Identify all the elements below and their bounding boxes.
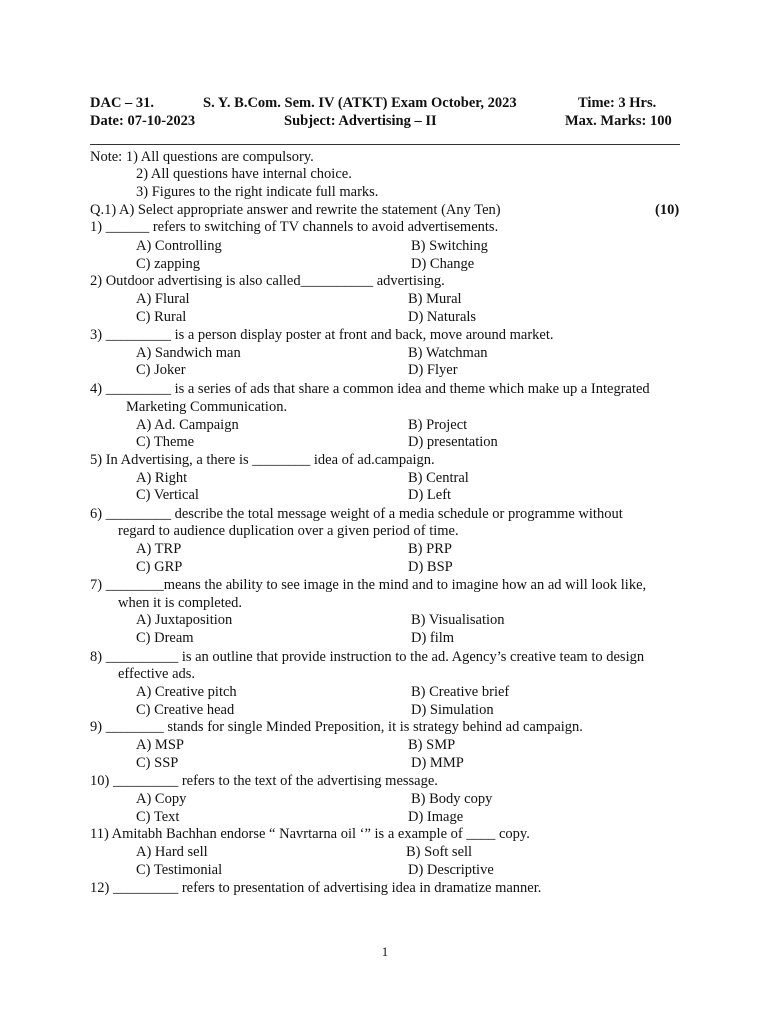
option-a: A) Hard sell (136, 844, 208, 860)
option-d: D) Image (408, 809, 464, 825)
option-b: B) Project (408, 417, 468, 433)
option-b: B) Watchman (408, 345, 488, 361)
option-b: B) Soft sell (406, 844, 473, 860)
exam-subject: Subject: Advertising – II (284, 113, 437, 129)
question-stem-continued: when it is completed. (118, 595, 243, 611)
note-line-2: 2) All questions have internal choice. (136, 166, 352, 182)
option-a: A) Juxtaposition (136, 612, 233, 628)
max-marks: Max. Marks: 100 (565, 113, 672, 129)
section-marks: (10) (655, 202, 680, 218)
header-divider (90, 144, 680, 145)
option-d: D) Left (408, 487, 452, 503)
option-b: B) Body copy (411, 791, 493, 807)
section-title: Q.1) A) Select appropriate answer and rewrite the statement (Any Ten) (90, 202, 501, 218)
option-d: D) Descriptive (408, 862, 494, 878)
option-a: A) Controlling (136, 238, 222, 254)
question-stem: 9) ________ stands for single Minded Preposition, it is strategy behind ad campaign. (90, 719, 583, 735)
question-stem-continued: Marketing Communication. (126, 399, 288, 415)
question-stem: 4) _________ is a series of ads that share a common idea and theme which make up a Integrated (90, 381, 650, 397)
option-d: D) film (411, 630, 455, 646)
option-b: B) SMP (408, 737, 456, 753)
question-stem-continued: effective ads. (118, 666, 196, 682)
option-c: C) Vertical (136, 487, 199, 503)
question-stem: 6) _________ describe the total message weight of a media schedule or programme without (90, 506, 623, 522)
option-c: C) zapping (136, 256, 201, 272)
option-c: C) Theme (136, 434, 195, 450)
question-stem: 8) __________ is an outline that provide instruction to the ad. Agency’s creative team to design (90, 649, 645, 665)
option-b: B) Visualisation (411, 612, 505, 628)
option-b: B) Switching (411, 238, 488, 254)
question-stem: 2) Outdoor advertising is also called__________ advertising. (90, 273, 445, 289)
option-d: D) presentation (408, 434, 498, 450)
option-c: C) Text (136, 809, 180, 825)
option-a: A) Creative pitch (136, 684, 237, 700)
option-b: B) PRP (408, 541, 452, 557)
question-stem: 5) In Advertising, a there is ________ idea of ad.campaign. (90, 452, 435, 468)
question-stem: 11) Amitabh Bachhan endorse “ Navrtarna oil ‘” is a example of ____ copy. (90, 826, 530, 842)
question-stem-continued: regard to audience duplication over a given period of time. (118, 523, 459, 539)
option-c: C) Testimonial (136, 862, 223, 878)
option-c: C) SSP (136, 755, 179, 771)
option-d: D) MMP (411, 755, 464, 771)
option-b: B) Mural (408, 291, 462, 307)
note-line-3: 3) Figures to the right indicate full marks. (136, 184, 379, 200)
question-stem: 10) _________ refers to the text of the advertising message. (90, 773, 438, 789)
option-a: A) Copy (136, 791, 187, 807)
option-d: D) BSP (408, 559, 453, 575)
exam-title: S. Y. B.Com. Sem. IV (ATKT) Exam October, 2023 (203, 95, 517, 111)
option-d: D) Flyer (408, 362, 458, 378)
note-line-1: Note: 1) All questions are compulsory. (90, 149, 314, 165)
question-stem: 12) _________ refers to presentation of advertising idea in dramatize manner. (90, 880, 542, 896)
exam-date: Date: 07-10-2023 (90, 113, 196, 129)
option-a: A) MSP (136, 737, 184, 753)
option-b: B) Central (408, 470, 469, 486)
question-stem: 7) ________means the ability to see image in the mind and to imagine how an ad will look like, (90, 577, 647, 593)
page-number: 1 (381, 944, 389, 959)
option-a: A) Flural (136, 291, 190, 307)
paper-code: DAC – 31. (90, 95, 155, 111)
option-c: C) Dream (136, 630, 194, 646)
question-stem: 1) ______ refers to switching of TV channels to avoid advertisements. (90, 219, 499, 235)
option-a: A) Ad. Campaign (136, 417, 239, 433)
option-d: D) Change (411, 256, 475, 272)
option-d: D) Simulation (411, 702, 494, 718)
option-a: A) TRP (136, 541, 182, 557)
option-a: A) Right (136, 470, 188, 486)
option-b: B) Creative brief (411, 684, 510, 700)
option-c: C) Rural (136, 309, 187, 325)
option-c: C) GRP (136, 559, 183, 575)
option-a: A) Sandwich man (136, 345, 241, 361)
exam-duration: Time: 3 Hrs. (578, 95, 657, 111)
option-c: C) Joker (136, 362, 186, 378)
option-d: D) Naturals (408, 309, 477, 325)
question-stem: 3) _________ is a person display poster at front and back, move around market. (90, 327, 554, 343)
option-c: C) Creative head (136, 702, 235, 718)
